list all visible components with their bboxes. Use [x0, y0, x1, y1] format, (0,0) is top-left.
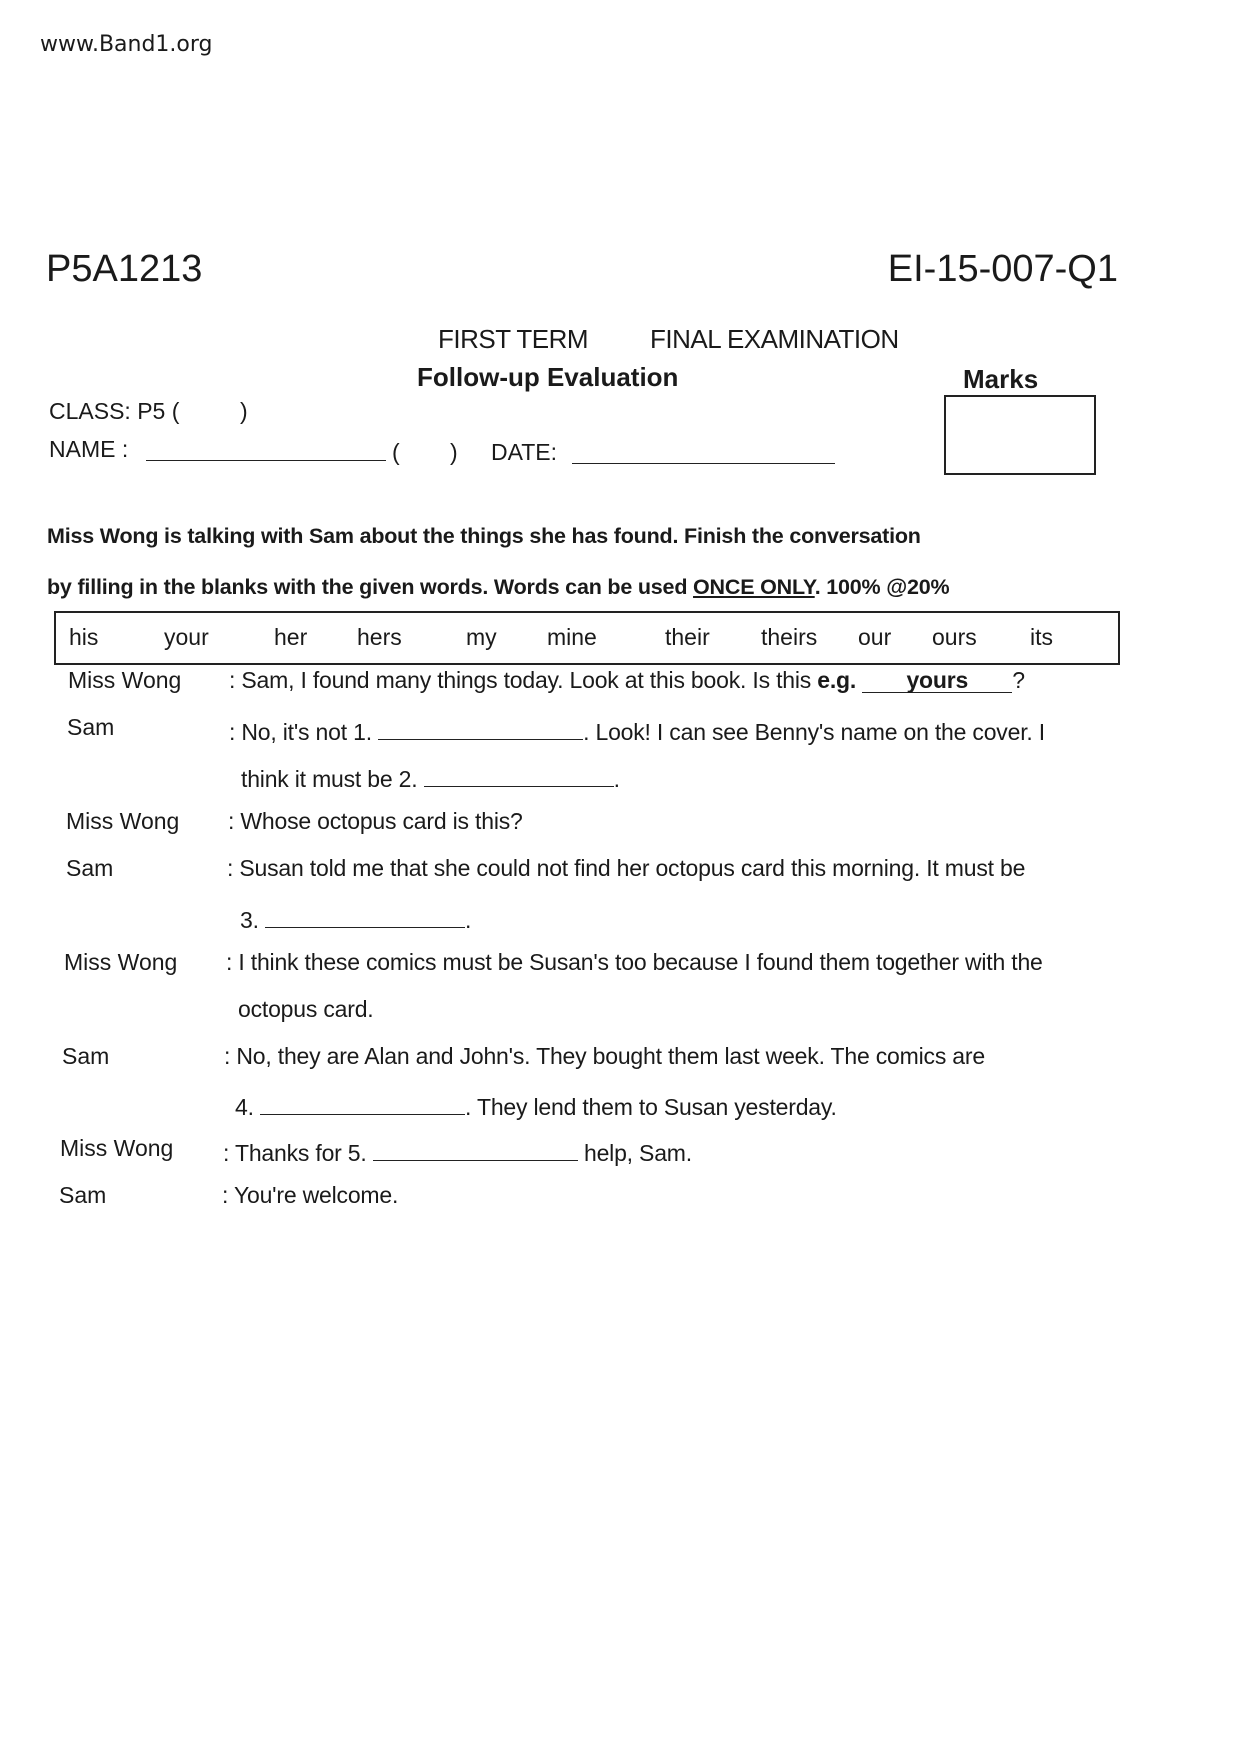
speaker: Miss Wong — [64, 949, 178, 975]
dialogue-text: 3. — [240, 907, 259, 933]
dialogue-text: help, Sam. — [577, 1140, 692, 1166]
watermark: www.Band1.org — [40, 32, 213, 57]
instruction-emphasis: ONCE ONLY — [693, 575, 815, 599]
word-bank-item: hers — [357, 624, 402, 650]
dialogue-text: octopus card. — [238, 996, 374, 1022]
speaker: Miss Wong — [60, 1135, 174, 1161]
word-bank-item: their — [665, 624, 710, 650]
dialogue-line — [226, 951, 1043, 974]
dialogue-text: : I think these comics must be Susan's too because I found them together with the — [226, 949, 1043, 975]
dialogue-text: . — [613, 766, 620, 792]
dialogue-text: . They lend them to Susan yesterday. — [465, 1094, 837, 1120]
name-label: NAME : — [49, 436, 129, 462]
dialogue-line — [240, 904, 471, 932]
date-field[interactable] — [572, 463, 835, 464]
class-number-close: ) — [450, 439, 458, 465]
paper-code: P5A1213 — [46, 248, 203, 290]
marks-box — [944, 395, 1096, 475]
word-bank-item: his — [69, 624, 99, 650]
exam-title: FINAL EXAMINATION — [650, 324, 899, 354]
speaker: Miss Wong — [66, 808, 180, 834]
speaker: Sam — [59, 1182, 107, 1208]
word-bank-item: my — [466, 624, 497, 650]
word-bank-item: mine — [547, 624, 597, 650]
speaker: Sam — [66, 855, 114, 881]
class-number-open: ( — [392, 439, 400, 465]
class-close: ) — [240, 398, 248, 424]
marks-label: Marks — [963, 364, 1039, 394]
instruction-text: by filling in the blanks with the given words. Words can be used — [47, 575, 694, 599]
dialogue-text: . — [465, 907, 472, 933]
date-label: DATE: — [491, 439, 558, 465]
dialogue-text: . Look! I can see Benny's name on the cover. I — [583, 719, 1045, 745]
answer-blank-3[interactable] — [265, 904, 465, 928]
instruction-line-1: Miss Wong is talking with Sam about the things she has found. Finish the conversation — [47, 524, 921, 548]
question-code: EI-15-007-Q1 — [887, 248, 1118, 290]
answer-blank-4[interactable] — [260, 1091, 465, 1115]
dialogue-line — [228, 810, 523, 833]
dialogue-line — [222, 1184, 398, 1207]
word-bank-item: our — [858, 624, 892, 650]
dialogue-text: : Thanks for 5. — [223, 1140, 367, 1166]
dialogue-line — [223, 1137, 692, 1165]
dialogue-text: : Susan told me that she could not find her octopus card this morning. It must be — [227, 855, 1026, 881]
word-bank-item: its — [1030, 624, 1053, 650]
instruction-line-2 — [47, 577, 949, 599]
word-bank-item: your — [164, 624, 209, 650]
dialogue-text: think it must be 2. — [241, 766, 418, 792]
dialogue-line — [238, 998, 373, 1021]
example-label: e.g. — [817, 667, 857, 693]
speaker: Sam — [67, 714, 115, 740]
dialogue-line — [227, 857, 1025, 880]
speaker: Miss Wong — [68, 667, 182, 693]
exam-subtitle: Follow-up Evaluation — [417, 362, 679, 392]
word-bank-item: theirs — [761, 624, 818, 650]
word-bank-item: ours — [932, 624, 977, 650]
word-bank-item: her — [274, 624, 308, 650]
example-answer: yours — [862, 669, 1012, 693]
dialogue-line — [235, 1091, 837, 1119]
speaker: Sam — [62, 1043, 110, 1069]
dialogue-text: : Whose octopus card is this? — [228, 808, 523, 834]
exam-term: FIRST TERM — [438, 324, 589, 354]
dialogue-text: : No, it's not 1. — [229, 719, 372, 745]
dialogue-text: : Sam, I found many things today. Look at this book. Is this — [229, 667, 818, 693]
dialogue-text: : No, they are Alan and John's. They bought them last week. The comics are — [224, 1043, 985, 1069]
dialogue-line — [229, 716, 1045, 744]
dialogue-text: ? — [1012, 667, 1025, 693]
answer-blank-5[interactable] — [373, 1137, 578, 1161]
dialogue-line — [224, 1045, 985, 1068]
dialogue-line — [241, 763, 620, 791]
dialogue-text: 4. — [235, 1094, 254, 1120]
name-field[interactable] — [146, 460, 386, 461]
dialogue-text: : You're welcome. — [222, 1182, 399, 1208]
class-label: CLASS: P5 ( — [49, 398, 180, 424]
dialogue-line — [229, 669, 1025, 693]
answer-blank-2[interactable] — [424, 763, 614, 787]
answer-blank-1[interactable] — [378, 716, 583, 740]
instruction-score: . 100% @20% — [814, 575, 950, 599]
